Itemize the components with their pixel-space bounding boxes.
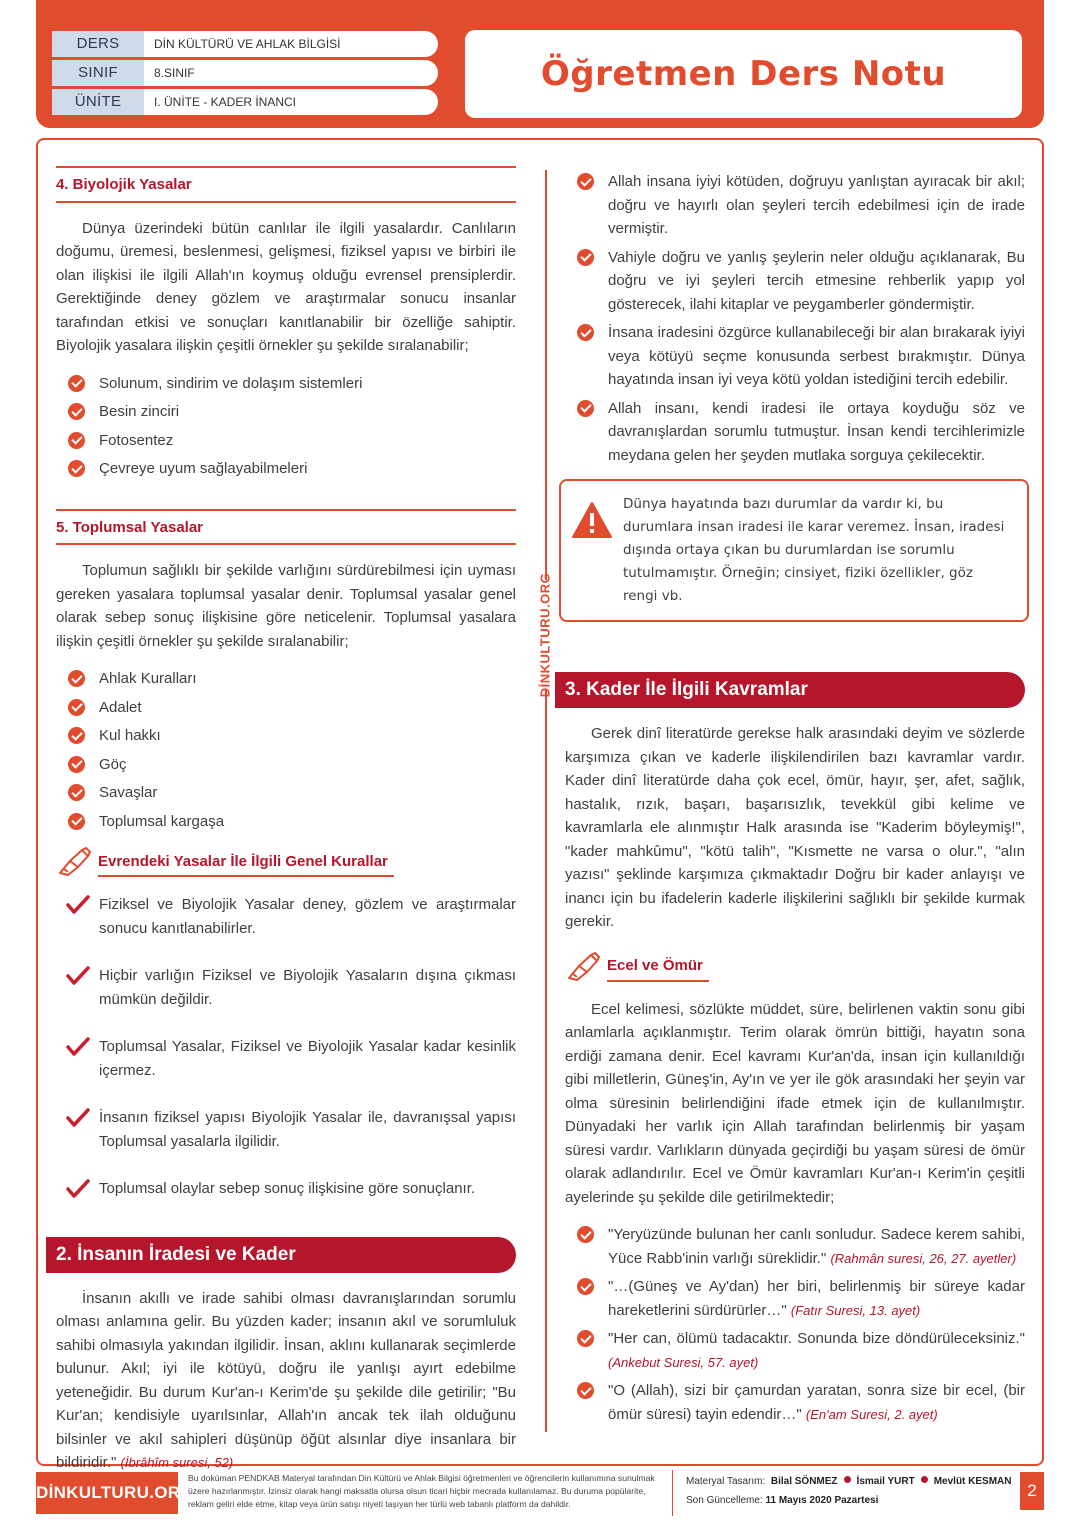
quote-item (565, 1327, 1025, 1374)
list-item-text: İnsanın fiziksel yapısı Biyolojik Yasalar ile, davranışsal yapısı Toplumsal yasalarla ilgilidir. (99, 1109, 516, 1150)
meta-key: DERS (52, 31, 144, 57)
list-item-text: Besin zinciri (99, 403, 180, 420)
list-item (56, 964, 516, 1011)
list-item (56, 893, 516, 940)
warning-box (559, 479, 1029, 622)
list-item-text: Kul hakkı (99, 727, 161, 744)
quote-item (565, 1275, 1025, 1322)
check-circle-icon (577, 1278, 594, 1295)
citation: (İbrâhîm suresi, 52) (120, 1455, 234, 1470)
check-circle-icon (577, 324, 594, 341)
author-name: Bilal SÖNMEZ (770, 1476, 838, 1487)
list-item-text: Fiziksel ve Biyolojik Yasalar deney, gözlem ve araştırmalar sonucu kanıtlanabilirler. (99, 896, 516, 937)
check-circle-icon (68, 375, 85, 392)
list-item-text: Göç (99, 755, 127, 773)
section-banner-irade: 2. İnsanın İradesi ve Kader (46, 1237, 516, 1273)
list-item-text: Hiçbir varlığın Fiziksel ve Biyolojik Yasaların dışına çıkması mümkün değildir. (99, 967, 516, 1008)
meta-value: I. ÜNİTE - KADER İNANCI (154, 95, 297, 109)
check-circle-icon (577, 173, 594, 190)
left-column (56, 166, 516, 1489)
list-item-text: Toplumsal kargaşa (99, 812, 225, 830)
meta-row-sinif (52, 60, 438, 86)
update-info (686, 1491, 1012, 1510)
check-circle-icon (68, 813, 85, 830)
list-item (56, 1106, 516, 1153)
design-credits (686, 1472, 1012, 1491)
list-item (56, 810, 516, 834)
page-footer (36, 1470, 1044, 1520)
list-item (56, 781, 516, 805)
list-item (56, 1035, 516, 1082)
section-heading-toplumsal: 5. Toplumsal Yasalar (56, 509, 516, 546)
citation: (Ankebut Suresi, 57. ayet) (608, 1354, 759, 1370)
list-item (56, 372, 516, 396)
citation: (En'am Suresi, 2. ayet) (805, 1406, 938, 1422)
check-mark-icon (66, 1179, 90, 1199)
list-item (56, 696, 516, 720)
section-banner-kavramlar: 3. Kader İle İlgili Kavramlar (555, 672, 1025, 708)
footer-credits (686, 1472, 1012, 1510)
paragraph: Dünya üzerindeki bütün canlılar ile ilgili yasalardır. Canlıların doğumu, üremesi, beslenmesi, gelişmesi, fiziksel yapısı ve birbiri ile olan ilişkisi ile ilgili Allah'ın koymuş olduğu evrensel prensiplerdir. Gerektiğinde deney gözlem ve araştırmalar sonucu insanlar tarafından etkisi ve sonuçları kanıtlanabilir bir özelliğe sahiptir. Biyolojik yasalara ilişkin çeşitli örnekler şu şekilde sıralanabilir; (56, 219, 516, 354)
footer-logo: DİNKULTURU.ORG (36, 1472, 178, 1514)
list-item (565, 246, 1025, 317)
list-item (56, 1177, 516, 1201)
right-column (565, 170, 1025, 1436)
meta-key: ÜNİTE (52, 89, 144, 115)
check-circle-icon (577, 400, 594, 417)
design-label: Materyal Tasarım: (686, 1476, 766, 1487)
list-item-text: Fotosentez (99, 431, 174, 449)
ecel-heading-text: Ecel ve Ömür (607, 954, 709, 982)
meta-value: 8.SINIF (154, 66, 195, 80)
list-item (565, 397, 1025, 468)
list-item-text: Toplumsal Yasalar, Fiziksel ve Biyolojik Yasalar kadar kesinlik içermez. (99, 1038, 516, 1079)
list-item (56, 667, 516, 691)
warning-text: Dünya hayatında bazı durumlar da vardır ki, bu durumlara insan iradesi ile karar veremez. İnsan, iradesi dışında ortaya çıkan bu durumlardan ise sorumlu tutulmamıştır. Örneğin; cinsiyet, fiziki özellikler, göz rengi vb. (623, 496, 1005, 604)
list-item-text: Solunum, sindirim ve dolaşım sistemleri (99, 374, 363, 392)
irade-list (565, 170, 1025, 467)
list-item (56, 400, 516, 424)
list-item (565, 321, 1025, 392)
list-item (56, 753, 516, 777)
title-box (465, 30, 1022, 118)
lesson-meta (52, 31, 438, 118)
author-name: İsmail YURT (856, 1476, 915, 1487)
check-mark-icon (66, 895, 90, 915)
ecel-heading (565, 952, 1025, 982)
check-circle-icon (68, 403, 85, 420)
updated-date: 11 Mayıs 2020 Pazartesi (765, 1495, 879, 1506)
updated-label: Son Güncelleme: (686, 1495, 763, 1506)
check-mark-icon (66, 1108, 90, 1128)
list-item (56, 457, 516, 481)
column-divider (545, 170, 547, 1432)
toplumsal-list (56, 667, 516, 833)
list-item-text: Çevreye uyum sağlayabilmeleri (99, 460, 308, 477)
paragraph: Toplumun sağlıklı bir şekilde varlığını sürdürebilmesi için uyması gereken yasalara toplumsal yasalar denir. Toplumsal yasalar genel olarak sebep sonuç ilişkisine göre neticelenir. Toplumsal yasalara ilişkin çeşitli örnekler şu şekilde sıralanabilir; (56, 562, 516, 650)
citation: (Fatır Suresi, 13. ayet) (790, 1302, 921, 1318)
check-circle-icon (68, 460, 85, 477)
page-number: 2 (1020, 1472, 1044, 1510)
meta-row-unite (52, 89, 438, 115)
paragraph: Gerek dinî literatürde gerekse halk arasındaki deyim ve sözlerde karşımıza çıkan ve kaderle ilişkilendirilen bazı kavramlar vardır. Kader dinî literatürde daha çok ecel, ömür, hayır, şer, afet, sağlık, hastalık, rızık, başarı, başarısızlık, tevekkül gibi kelime ve kavramlarla ele alınmıştır Halk arasında ise "Kaderim böyleymiş!", "kader mahkûmu", "kötü talih", "Kısmette ne varsa o olur.", "alın yazısı" şeklinde karşımıza çıkmaktadır Doğru bir kader anlayışı ve inancı için bu ifadelerin kaderle ilişkilerini sağlıklı bir şekilde kurmak gerekir. (565, 725, 1025, 930)
list-item-text: Vahiyle doğru ve yanlış şeylerin neler olduğu açıklanarak, Bu doğru ve iyi şeyleri tercih etmesine rehberlik yapıp yol gösterecek, ilahi kitaplar ve peygamberler göndermiştir. (608, 248, 1025, 313)
list-item-text: Allah insanı, kendi iradesi ile ortaya koyduğu söz ve davranışlardan sorumlu tutmuştur. İnsan kendi tercihlerimizle meydana gelen her şeyden mutlaka sorguya çekilecektir. (608, 399, 1025, 464)
section-heading-biyolojik: 4. Biyolojik Yasalar (56, 166, 516, 203)
dot-separator (844, 1476, 851, 1483)
list-item-text: Savaşlar (99, 784, 158, 801)
writing-hand-icon (56, 847, 94, 877)
check-circle-icon (577, 1382, 594, 1399)
check-circle-icon (68, 670, 85, 687)
check-circle-icon (577, 1330, 594, 1347)
rules-heading (56, 847, 516, 877)
meta-value: DİN KÜLTÜRÜ VE AHLAK BİLGİSİ (154, 37, 341, 51)
check-mark-icon (66, 1037, 90, 1057)
list-item-text: Adalet (99, 698, 142, 716)
check-circle-icon (68, 756, 85, 773)
list-item-text: Ahlak Kuralları (99, 670, 197, 687)
list-item (56, 429, 516, 453)
quote-item (565, 1223, 1025, 1270)
paragraph (56, 1287, 516, 1475)
quote-text: "Yeryüzünde bulunan her canlı sonludur. Sadece kerem sahibi, Yüce Rabb'inin varlığı süreklidir." (608, 1226, 1025, 1267)
rules-heading-text: Evrendeki Yasalar İle İlgili Genel Kurallar (98, 850, 394, 878)
quote-text: "Her can, ölümü tadacaktır. Sonunda bize döndürüleceksiniz." (608, 1330, 1025, 1347)
check-circle-icon (68, 727, 85, 744)
meta-row-ders (52, 31, 438, 57)
list-item (56, 724, 516, 748)
check-circle-icon (68, 784, 85, 801)
quotes-list (565, 1223, 1025, 1426)
check-circle-icon (68, 699, 85, 716)
list-item-text: Allah insana iyiyi kötüden, doğruyu yanlıştan ayıracak bir akıl; doğru ve hayırlı olan şeyleri tercih edebilmesi için de irade vermiştir. (608, 173, 1025, 237)
footer-disclaimer: Bu doküman PENDKAB Materyal tarafından Din Kültürü ve Ahlak Bilgisi öğretmenleri ve öğrencilerin kullanımına sunulmak üzere hazırlanmıştır. İzinsiz olarak hangi maksatla olursa olsun ticari hiçbir mecrada kullanılamaz. Bu duruma popülarite, reklam geliri elde etme, kitap veya ürün satışı niyeti taşıyan her türlü web tabanlı platform da dahildir. (188, 1473, 655, 1509)
writing-hand-icon (565, 952, 603, 982)
warning-icon (571, 501, 613, 539)
check-circle-icon (68, 432, 85, 449)
citation: (Rahmân suresi, 26, 27. ayetler) (830, 1250, 1017, 1266)
footer-divider (672, 1470, 673, 1516)
paragraph-text: İnsanın akıllı ve irade sahibi olması davranışlarından sorumlu olması anlamına gelir. Bu yüzden kader; insanın akıl ve sorumluluk sahibi olmasıyla yakından ilgilidir. İnsan, aklını kullanarak seçimlerde bulunur. Akıl; iyi ile kötüyü, doğru ile yanlışı ayırt edebilme yeteneğidir. Bu durum Kur'an-ı Kerim'de şu şekilde dile getirilir; "Bu Kur'an; kendisiyle uyarılsınlar, Allah'ın ancak tek ilah olduğunu bilsinler ve akıl sahipleri düşünüp öğüt alsınlar diye insanlara bir bildiridir." (56, 1289, 516, 1471)
side-label-text: DİNKULTURU.ORG (537, 572, 553, 698)
list-item-text: İnsana iradesini özgürce kullanabileceği bir alan bırakarak iyiyi veya kötüyü seçme konusunda serbest bırakmıştır. Dünya hayatında insan iyi veya kötü yoldan istediğini tercih edebilir. (608, 324, 1025, 388)
list-item-text: Toplumsal olaylar sebep sonuç ilişkisine göre sonuçlanır. (99, 1180, 476, 1197)
paragraph: Ecel kelimesi, sözlükte müddet, süre, belirlenen vaktin sonu gibi anlamlarla açıklanmıştır. Terim olarak ömrün bittiği, hayatın sona erdiği zamana denir. Ecel kavramı Kur'an'da, insan için kullanıldığı gibi milletlerin, Güneş'in, Ay'ın ve yer ile gök arasındaki her şeyin var olma süresinin belirlendiğini ifade etmek için de kullanılmıştır. Dünyadaki her varlık için Allah tarafından belirlenmiş bir yaşam süresi vardır. Varlıkların dünyada geçirdiği bu yaşam süresi de ömür olarak adlandırılır. Ecel ve Ömür kavramları Kur'an-ı Kerim'in çeşitli ayelerinde şu şekilde dile getirilmektedir; (565, 1000, 1025, 1206)
biyolojik-list (56, 372, 516, 481)
check-circle-icon (577, 1226, 594, 1243)
check-mark-icon (66, 966, 90, 986)
list-item (565, 170, 1025, 241)
author-name: Mevlüt KESMAN (933, 1476, 1012, 1487)
quote-item (565, 1379, 1025, 1426)
rules-list (56, 893, 516, 1201)
check-circle-icon (577, 249, 594, 266)
dot-separator (921, 1476, 928, 1483)
quote-text: "O (Allah), sizi bir çamurdan yaratan, sonra size bir ecel, (bir ömür süresi) tayin edendir…" (608, 1382, 1025, 1423)
quote-text: "…(Güneş ve Ay'dan) her biri, belirlenmiş bir süreye kadar hareketlerini sürdürürler…" (608, 1278, 1025, 1319)
meta-key: SINIF (52, 60, 144, 86)
page-title: Öğretmen Ders Notu (540, 54, 947, 94)
